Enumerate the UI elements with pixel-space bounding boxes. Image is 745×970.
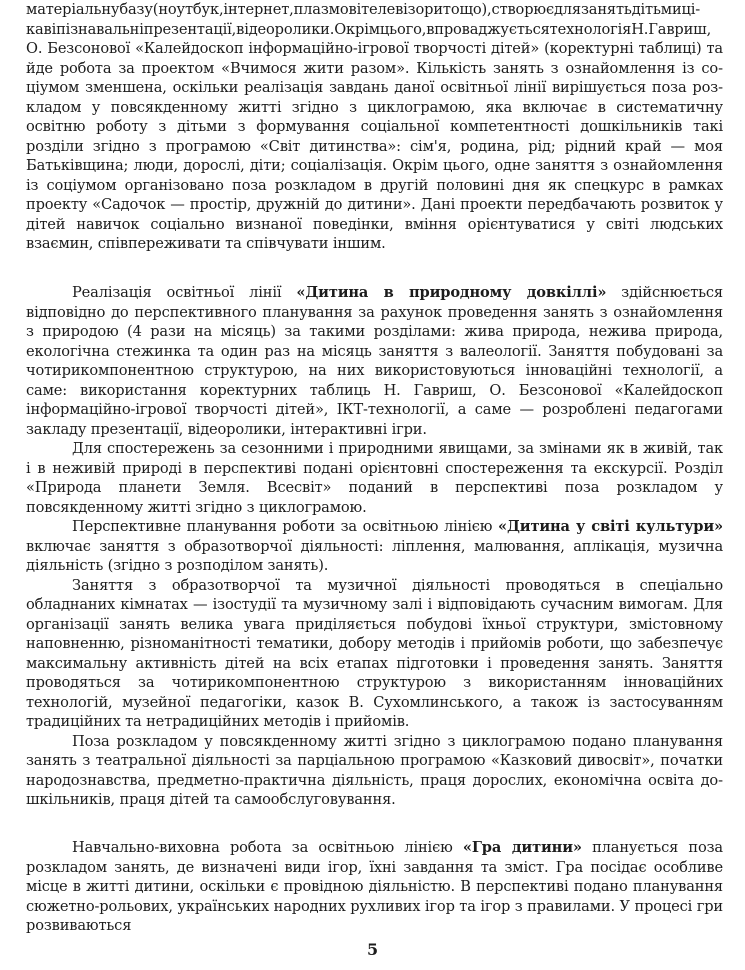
paragraph — [26, 517, 723, 576]
page-number: 5 — [367, 940, 378, 959]
paragraph-text: Реалізація освітньої лінії — [72, 284, 297, 301]
line-title-culture: «Дитина у світі культури» — [497, 518, 723, 535]
paragraph — [26, 838, 723, 936]
paragraph-text: планується поза розкладом занять, де визначені види ігор, їхні завдання та зміст. Гра посідає особливе місце в житті дитини, оскільки є провідною діяльністю. В перспективі подано планування сюжетно-рольових, українських народних рухливих ігор та ігор з правилами. У процесі гри розвиваються — [26, 839, 723, 934]
paragraph: Поза розкладом у повсякденному житті згідно з циклограмою подано планування занять з театральної діяльності за парціальною програмою «Казковий дивосвіт», початки народознавства, предметно-практична діяльність, праця дорослих, економічна освіта дошкільників, праця дітей та самообслуговування. — [26, 732, 723, 808]
section-play — [26, 838, 723, 936]
paragraph-text: Перспективне планування роботи за освітньою лінією — [72, 518, 498, 535]
paragraph: Для спостережень за сезонними і природними явищами, за змінами як в живій, так і в неживій природі в перспективі подані орієнтовні спостереження та екскурсії. Розділ «Природа планети Земля. Всесвіт» поданий в перспективі поза розкладом у повсякденному житті згідно з циклограмою. — [26, 440, 723, 516]
paragraph: матеріальнубазу(ноутбук,інтернет,плазмовітелевізоритощо),створюєдлязанятьдітьмицікавіпізнавальніпрезентації,відеоролики.Окрімцього,впроваджуєтьсятехнологіяН.Гавриш, О. Безсонової «Калейдоскоп інформаційно-ігрової творчості дітей» (коректурні таблиці) та йде робота за проектом «Вчимося жити разом». Кількість занять з ознайомлення із соціумом зменшена, оскільки реалізація завдань даної освітньої лінії вирішується поза розкладом у повсякденному житті згідно з циклограмою, яка включає в систематичну освітню роботу з дітьми з формування соціальної компетентності дошкільників такі розділи згідно з програмою «Світ дитинства»: сім'я, родина, рід; рідний край — моя Батьківщина; люди, дорослі, діти; соціалізація. Окрім цього, одне заняття з ознайомлення із соціумом організовано поза розкладом в другій половині дня як спецкурс в рамках проекту «Садочок — простір, дружній до дитини». Дані проекти передбачають розвиток у дітей навичок соціально визнаної поведінки, вміння орієнтуватися у світі людських взаємин, співпереживати та співчувати іншим. — [26, 1, 723, 252]
line-title-play: «Гра дитини» — [462, 839, 582, 856]
paragraph — [26, 283, 723, 439]
paragraph-text: здійснюється відповідно до перспективного планування за рахунок проведення занять з ознайомлення з природою (4 рази на місяць) за такими розділами: жива природа, нежива природа, екологічна стежинка та один раз на місяць заняття з валеології. Заняття побудовані за чотирикомпонентною структурою, на них використовуються інноваційні технології, а саме: використання коректурних таблиць Н. Гавриш, О. Безсонової «Калейдоскоп інформаційно-ігрової творчості дітей», ІКТ-технології, а саме — розроблені педагогами закладу презентації, відеоролики, інтерактивні ігри. — [26, 284, 723, 438]
section-social — [26, 0, 723, 254]
paragraph: Заняття з образотворчої та музичної діяльності проводяться в спеціально обладнаних кімнатах — ізостудії та музичному залі і відповідають сучасним вимогам. Для організації занять велика увага приділяється побудові їхньої структури, змістовному наповненню, різноманітності тематики, добору методів і прийомів роботи, що забезпечує максимальну активність дітей на всіх етапах підготовки і проведення занять. Заняття проводяться за чотирикомпонентною структурою з використанням інноваційних технологій, музейної педагогіки, казок В. Сухомлинського, а також із застосуванням традиційних та нетрадиційних методів і прийомів. — [26, 576, 723, 730]
paragraph-text: включає заняття з образотворчої діяльності: ліплення, малювання, аплікація, музична діяльність (згідно з розподілом занять). — [26, 537, 723, 574]
line-title-nature: «Дитина в природному довкіллі» — [296, 284, 607, 301]
section-nature — [26, 283, 723, 810]
paragraph-text: Навчально-виховна робота за освітньою лінією — [72, 839, 463, 856]
